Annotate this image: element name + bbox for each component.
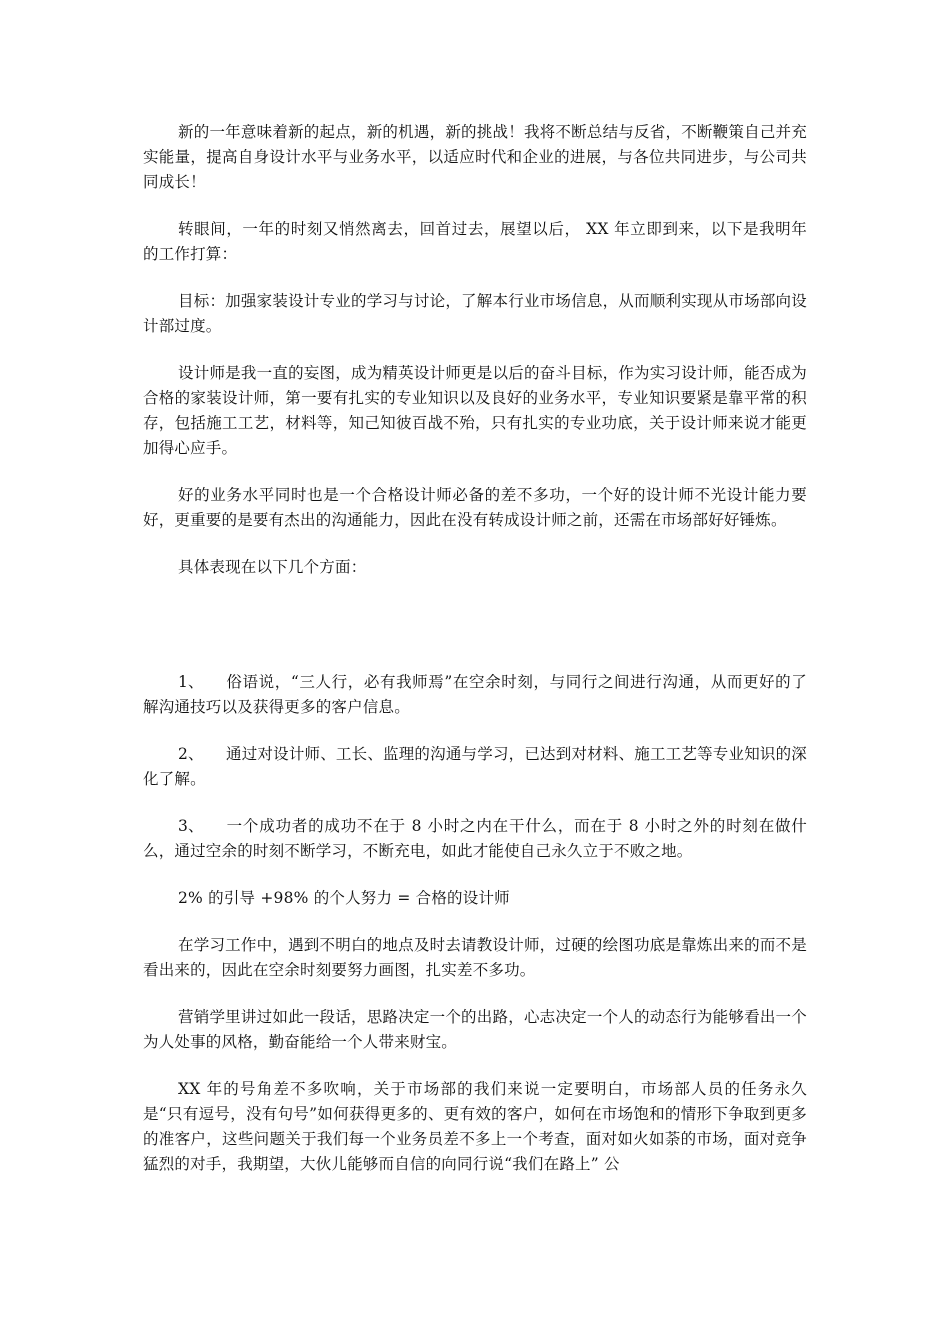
paragraph-new-year: 新的一年意味着新的起点，新的机遇，新的挑战！我将不断总结与反省，不断鞭策自己并充实能量，提高自身设计水平与业务水平，以适应时代和企业的进展，与各位共同进步，与公司共同成长！ [143, 123, 807, 191]
paragraph-business-level: 好的业务水平同时也是一个合格设计师必备的差不多功，一个好的设计师不光设计能力要好，更重要的是要有杰出的沟通能力，因此在没有转成设计师之前，还需在市场部好好锤炼。 [143, 486, 807, 529]
paragraph-formula: 2% 的引导 +98% 的个人努力 = 合格的设计师 [178, 889, 510, 907]
list-item-number: 3、 [178, 817, 204, 835]
list-item-number: 1、 [178, 673, 204, 691]
list-item-text: 俗语说，“三人行，必有我师焉”在空余时刻，与同行之间进行沟通，从而更好的了解沟通技巧以及获得更多的客户信息。 [143, 673, 807, 716]
paragraph-learning: 在学习工作中，遇到不明白的地点及时去请教设计师，过硬的绘图功底是靠炼出来的而不是看出来的，因此在空余时刻要努力画图，扎实差不多功。 [143, 936, 807, 979]
list-item-text: 一个成功者的成功不在于 8 小时之内在干什么，而在于 8 小时之外的时刻在做什么，通过空余的时刻不断学习，不断充电，如此才能使自己永久立于不败之地。 [143, 817, 807, 860]
paragraph-plan-intro: 转眼间，一年的时刻又悄然离去，回首过去，展望以后， XX 年立即到来，以下是我明年的工作打算： [143, 220, 807, 263]
paragraph-market-department: XX 年的号角差不多吹响，关于市场部的我们来说一定要明白，市场部人员的任务永久是“只有逗号，没有句号”如何获得更多的、更有效的客户，如何在市场饱和的情形下争取到更多的准客户，这些问题关于我们每一个业务员差不多上一个考查，面对如火如荼的市场，面对竞争猛烈的对手，我期望，大伙儿能够而自信的向同行说“我们在路上” 公 [143, 1080, 807, 1173]
list-item-number: 2、 [178, 745, 204, 763]
list-item [143, 814, 807, 864]
list-item-text: 通过对设计师、工长、监理的沟通与学习，已达到对材料、施工工艺等专业知识的深化了解。 [143, 745, 807, 788]
paragraph-marketing-quote: 营销学里讲过如此一段话，思路决定一个的出路，心志决定一个人的动态行为能够看出一个为人处事的风格，勤奋能给一个人带来财宝。 [143, 1008, 807, 1051]
document-page [143, 120, 807, 1199]
list-item [143, 670, 807, 720]
list-item [143, 742, 807, 792]
paragraph-aspects-heading: 具体表现在以下几个方面： [178, 558, 367, 576]
paragraph-designer-dream: 设计师是我一直的妄图，成为精英设计师更是以后的奋斗目标，作为实习设计师，能否成为合格的家装设计师，第一要有扎实的专业知识以及良好的业务水平，专业知识要紧是靠平常的积存，包括施工工艺，材料等，知己知彼百战不殆，只有扎实的专业功底，关于设计师来说才能更加得心应手。 [143, 364, 807, 457]
blank-gap [143, 602, 807, 670]
paragraph-goal: 目标：加强家装设计专业的学习与讨论，了解本行业市场信息，从而顺利实现从市场部向设计部过度。 [143, 292, 807, 335]
